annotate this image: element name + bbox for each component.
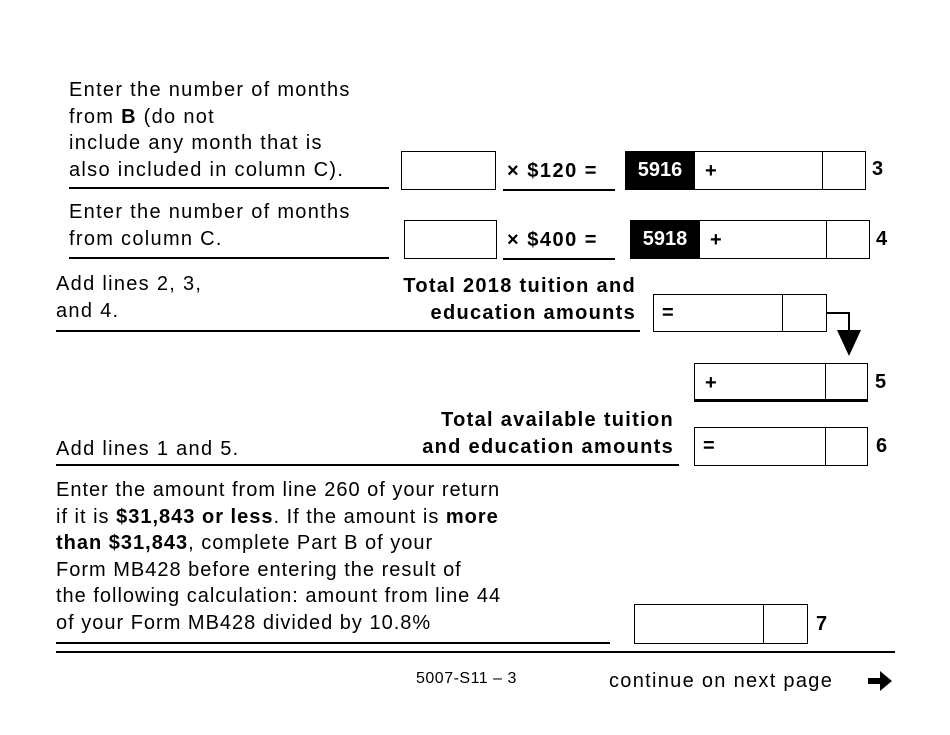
line6-label: Total available tuition and education amounts — [422, 409, 674, 458]
line6-amount-field[interactable] — [694, 427, 868, 466]
line7-amount-field[interactable] — [634, 604, 808, 644]
total-2018-cents-divider — [782, 295, 783, 331]
line6-rule — [56, 464, 679, 466]
line7-instruction-rule — [56, 642, 610, 644]
line4-number: 4 — [876, 228, 888, 250]
line3-months-input[interactable] — [401, 151, 496, 190]
line3-field-code: 5916 — [625, 151, 695, 190]
line7-number: 7 — [816, 613, 828, 635]
line4-multiplier-rule — [503, 258, 615, 260]
line6-instruction: Add lines 1 and 5. — [56, 438, 240, 460]
line5-amount-field[interactable] — [694, 363, 868, 402]
line3-multiplier-rule — [503, 189, 615, 191]
total-2018-rule — [56, 330, 640, 332]
line4-cents-divider — [826, 221, 827, 258]
line4-instruction-rule — [69, 257, 389, 259]
line3-amount-field[interactable] — [694, 151, 866, 190]
line5-number: 5 — [875, 371, 887, 393]
line3-instruction: Enter the number of months from B (do not include any month that is also included in column C). — [69, 79, 351, 181]
line7-cents-divider — [763, 605, 764, 643]
total-2018-equals-sign: = — [662, 302, 674, 324]
line3-cents-divider — [822, 152, 823, 189]
total-2018-instruction: Add lines 2, 3, and 4. — [56, 273, 203, 322]
line4-field-code: 5918 — [630, 220, 700, 259]
line4-multiplier: × $400 = — [507, 229, 598, 251]
line6-cents-divider — [825, 428, 826, 465]
line5-cents-divider — [825, 364, 826, 399]
line4-plus-sign: + — [710, 229, 722, 251]
line4-amount-field[interactable] — [699, 220, 870, 259]
line5-plus-sign: + — [705, 372, 717, 394]
carry-down-arrow-icon — [820, 300, 870, 360]
line3-multiplier: × $120 = — [507, 160, 598, 182]
line4-months-input[interactable] — [404, 220, 497, 259]
line3-plus-sign: + — [705, 160, 717, 182]
arrow-right-icon — [866, 669, 894, 693]
line6-equals-sign: = — [703, 435, 715, 457]
total-2018-amount-field[interactable] — [653, 294, 827, 332]
footer-rule — [56, 651, 895, 653]
form-identifier: 5007-S11 – 3 — [416, 670, 517, 687]
line4-instruction: Enter the number of months from column C. — [69, 201, 351, 250]
line3-number: 3 — [872, 158, 884, 180]
line6-number: 6 — [876, 435, 888, 457]
continue-next-page-text: continue on next page — [609, 670, 834, 692]
line3-instruction-rule — [69, 187, 389, 189]
total-2018-label: Total 2018 tuition and education amounts — [403, 275, 636, 324]
line7-instruction: Enter the amount from line 260 of your return if it is $31,843 or less. If the amount is more than $31,843, complete Part B of your Form MB428 before entering the result of the following calculation: amount from line 44 of your Form MB428 divided by 10.8% — [56, 479, 502, 634]
